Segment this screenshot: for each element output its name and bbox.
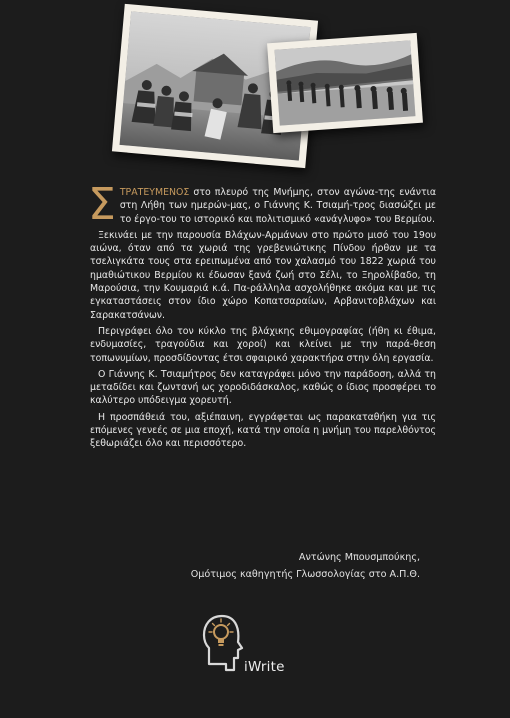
- paragraph-legacy: Η προσπάθειά του, αξιέπαινη, εγγράφεται ως παρακαταθήκη για τις επόμενες γενεές σε μια εποχή, κατά την οποία η μνήμη του παρελθόντος ξεθωριάζει όλο και περισσότερο.: [90, 411, 436, 450]
- paragraph-intro-text: στο πλευρό της Μνήμης, στον αγώνα-της ενάντια στη Λήθη των ημερών-μας, ο Γιάννης Κ. Τσιαμή-τρος διασώζει με το έργο-του το ιστορικό και πολιτισμικό «ανάγλυφο» του Βερμίου.: [119, 187, 436, 225]
- publisher-logo: [200, 612, 300, 692]
- back-cover-text: [88, 179, 436, 454]
- paragraph-history: Ξεκινάει με την παρουσία Βλάχων-Αρμάνων στο πρώτο μισό του 19ου αιώνα, όταν από τα χωριά της γρεβενιώτικης Πίνδου ήρθαν με τα τσελιγκάτα τους στα ερειπωμένα από τον χαλασμό του 1822 χωριά του ημαθιώτικου Βερμίου κι έδωσαν ξανά ζωή στο Σέλι, το Ξηρολίβαδο, τη Μαρούσια, την Κουμαριά κ.ά. Πα-ράλληλα ασχολήθηκε ακόμα και με τις εγκαταστάσεις στον ίδιο χώρο Κοπατσαραίων, Αρβανιτοβλάχων και Σαρακατσάνων.: [90, 229, 436, 321]
- photo-image: [275, 40, 416, 125]
- photo-illustration: [275, 40, 416, 125]
- signature-name: Αντώνης Μπουσμπούκης,: [298, 552, 420, 563]
- drop-cap: Σ: [88, 179, 116, 230]
- paragraph-intro: [88, 179, 436, 230]
- lead-word: ΤΡΑΤΕΥΜΕΝΟΣ: [119, 187, 190, 198]
- publisher-name: iWrite: [244, 659, 285, 675]
- vintage-photo-procession: [267, 33, 423, 133]
- signature-title: Ομότιμος καθηγητής Γλωσσολογίας στο Α.Π.Θ.: [190, 569, 420, 580]
- paragraph-ethnography: Περιγράφει όλο τον κύκλο της βλάχικης εθιμογραφίας (ήθη κι έθιμα, ενδυμασίες, τραγούδια και χοροί) και κλείνει με την παρά-θεση τοπωνυμίων, προσδίδοντας έτσι σφαιρικό χαρακτήρα στην όλη εργασία.: [90, 325, 436, 364]
- paragraph-tradition: Ο Γιάννης Κ. Τσιαμήτρος δεν καταγράφει μόνο την παράδοση, αλλά τη μεταδίδει και ζωντανή ως χοροδιδάσκαλος, καθώς ο ίδιος προσφέρει το καλύτερο υπόδειγμα χορευτή.: [90, 368, 436, 407]
